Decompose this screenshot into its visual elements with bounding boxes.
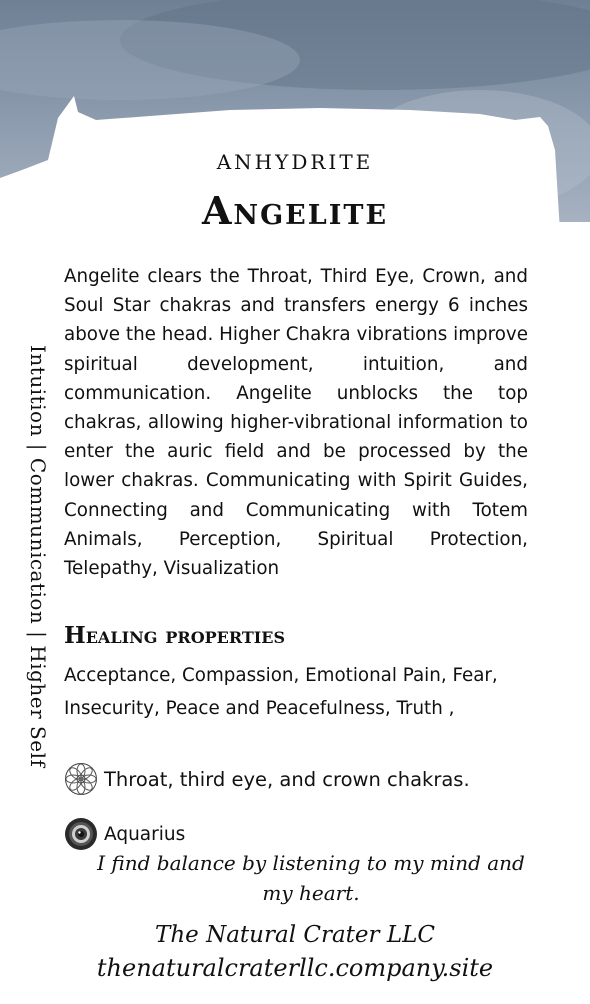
zodiac-text: Aquarius <box>104 823 186 845</box>
eye-mandala-icon <box>64 817 98 851</box>
side-keywords-text: Intuition | Communication | Higher Self <box>26 345 50 768</box>
company-name: The Natural Crater LLC <box>155 922 435 948</box>
description: Angelite clears the Throat, Third Eye, Crown, and Soul Star chakras and transfers energy 6 inches above the head. Higher Chakra vibrations improve spiritual development, intuition, and communication. Angelite unblocks the top chakras, allowing higher-vibrational information to enter the auric field and be processed by the lower chakras. Communicating with Spirit Guides, Connecting and Communicating with Totem Animals, Perception, Spiritual Protection, Telepathy, Visualization <box>64 266 528 580</box>
healing-heading: Healing properties <box>64 622 286 649</box>
side-keywords <box>22 264 54 849</box>
mineral-name: ANHYDRITE <box>216 150 374 174</box>
website-url: thenaturalcraterllc.company.site <box>96 954 494 982</box>
lotus-mandala-icon <box>64 762 98 796</box>
stone-title: Angelite <box>201 188 389 233</box>
chakra-row <box>64 762 470 796</box>
chakra-text: Throat, third eye, and crown chakras. <box>104 767 470 791</box>
healing-list: Acceptance, Compassion, Emotional Pain, Fear, Insecurity, Peace and Peacefulness, Truth , <box>64 665 498 719</box>
affirmation-quote: I find balance by listening to my mind and my heart. <box>97 851 525 905</box>
zodiac-row <box>64 817 185 851</box>
